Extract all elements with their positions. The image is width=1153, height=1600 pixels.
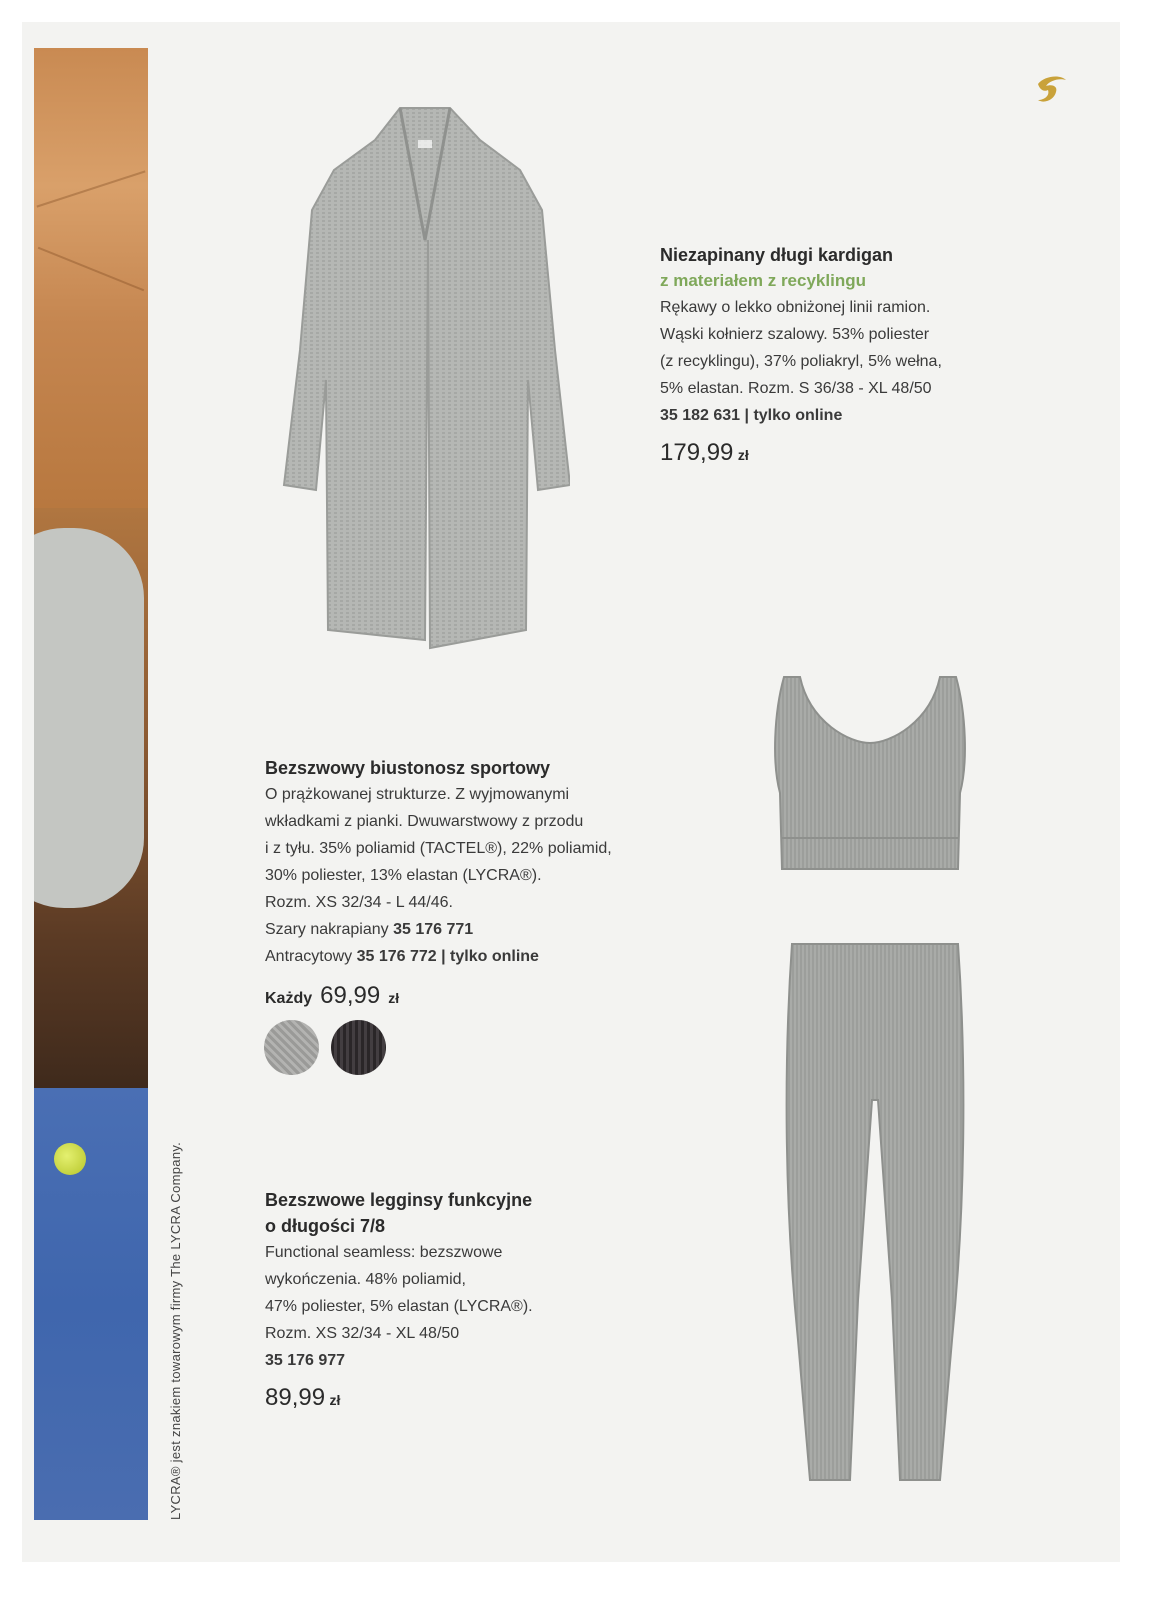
product-code: 35 182 631 | tylko online: [660, 407, 843, 424]
sports-bra-image: [770, 673, 970, 873]
price-currency: zł: [329, 1392, 341, 1408]
description-line: Rękawy o lekko obniżonej linii ramion.: [660, 299, 931, 316]
cardigan-image: [280, 100, 570, 660]
product-title: Bezszwowy biustonosz sportowy: [265, 758, 551, 778]
product-sports-bra: [265, 755, 705, 1010]
description-line: Rozm. XS 32/34 - L 44/46.: [265, 894, 453, 911]
description-line: 47% poliester, 5% elastan (LYCRA®).: [265, 1298, 533, 1315]
tchibo-logo-icon: [1030, 70, 1072, 112]
product-title: Niezapinany długi kardigan: [660, 245, 894, 265]
description-line: Functional seamless: bezszwowe: [265, 1244, 503, 1261]
variant-row: [265, 943, 705, 970]
variant-color: Antracytowy: [265, 948, 353, 965]
description-line: 5% elastan. Rozm. S 36/38 - XL 48/50: [660, 380, 932, 397]
product-code: 35 176 977: [265, 1352, 346, 1369]
description-line: wykończenia. 48% poliamid,: [265, 1271, 466, 1288]
description-line: (z recyklingu), 37% poliakryl, 5% wełna,: [660, 353, 942, 370]
each-label: Każdy: [265, 990, 313, 1007]
description-line: 30% poliester, 13% elastan (LYCRA®).: [265, 867, 542, 884]
product-price: 69,99: [320, 982, 381, 1009]
product-price: 89,99: [265, 1384, 326, 1411]
product-cardigan: [660, 242, 1040, 467]
swatch-anthracite[interactable]: [331, 1020, 386, 1075]
description-line: wkładkami z pianki. Dwuwarstwowy z przodu: [265, 813, 584, 830]
product-price: 179,99: [660, 439, 734, 466]
description-line: Wąski kołnierz szalowy. 53% poliester: [660, 326, 930, 343]
product-title: o długości 7/8: [265, 1216, 386, 1236]
product-title: Bezszwowe legginsy funkcyjne: [265, 1190, 533, 1210]
leggings-image: [780, 940, 970, 1500]
variant-code: 35 176 771: [393, 921, 474, 938]
product-leggings: [265, 1187, 625, 1412]
description-line: i z tyłu. 35% poliamid (TACTEL®), 22% poliamid,: [265, 840, 612, 857]
description-line: O prążkowanej strukturze. Z wyjmowanymi: [265, 786, 570, 803]
variant-code: 35 176 772 | tylko online: [356, 948, 539, 965]
variant-color: Szary nakrapiany: [265, 921, 389, 938]
description-line: Rozm. XS 32/34 - XL 48/50: [265, 1325, 460, 1342]
price-currency: zł: [737, 447, 749, 463]
color-swatches: [264, 1020, 386, 1075]
lycra-trademark-note: LYCRA® jest znakiem towarowym firmy The LYCRA Company.: [168, 1141, 183, 1520]
tennis-ball: [54, 1143, 86, 1175]
price-currency: zł: [388, 990, 400, 1006]
swatch-grey-melange[interactable]: [264, 1020, 319, 1075]
variant-row: [265, 916, 705, 943]
lifestyle-photo-strip: [34, 48, 148, 1520]
product-subtitle: z materiałem z recyklingu: [660, 271, 866, 290]
